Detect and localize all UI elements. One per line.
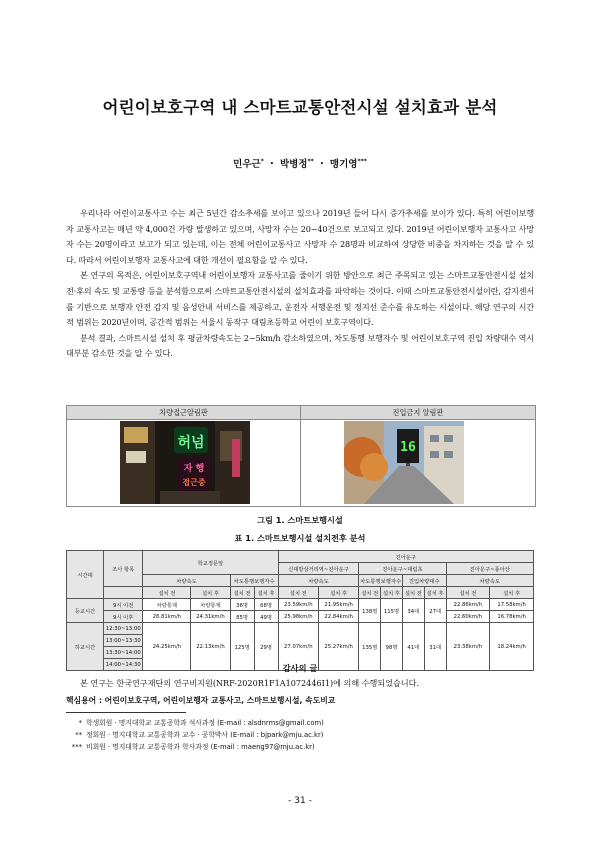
author-name: 맹기영 bbox=[329, 159, 358, 170]
table-cell: 27.07km/h bbox=[278, 623, 318, 671]
table-cell: 135명 bbox=[359, 623, 381, 671]
table-row bbox=[67, 623, 534, 635]
table-cell: 36명 bbox=[230, 599, 254, 611]
countdown-number: 16 bbox=[400, 440, 416, 455]
table-cell: 22.13km/h bbox=[191, 623, 230, 671]
footnotes bbox=[66, 717, 534, 753]
footnote-text: 비회원 · 명지대학교 교통공학과 학사과정 (E-mail : maeng97@mju.ac.kr) bbox=[86, 743, 315, 751]
figure-right-header: 진입금지 알림판 bbox=[301, 406, 535, 420]
table-cell: 29명 bbox=[254, 623, 278, 671]
header-blank bbox=[104, 587, 143, 599]
street-day-illustration bbox=[344, 421, 464, 504]
table-cell: 차량통제 bbox=[143, 599, 191, 611]
results-table bbox=[66, 550, 534, 671]
header-after: 설치 후 bbox=[381, 587, 403, 599]
header-after: 설치 후 bbox=[490, 587, 534, 599]
row-label-pm: 하교시간 bbox=[67, 623, 104, 671]
table-row bbox=[67, 599, 534, 611]
abstract-paragraph: 분석 결과, 스마트시설 설치 후 평균차량속도는 2~5km/h 감소하였으며, 차도통행 보행자수 및 어린이보호구역 진입 차량대수 역시 대부분 감소한 것을 알 수 있다. bbox=[66, 332, 534, 359]
header-group-1: 학교정문앞 bbox=[143, 551, 278, 575]
header-sub-a: 신대방삼거리역~진아운구 bbox=[278, 563, 359, 575]
neon-text: 자 행 bbox=[183, 464, 205, 474]
paper-title: 어린이보호구역 내 스마트교통안전시설 설치효과 분석 bbox=[102, 98, 498, 117]
header-group-2: 진아운구 bbox=[278, 551, 533, 563]
footnote bbox=[66, 741, 534, 753]
header-time: 시간대 bbox=[67, 551, 104, 599]
night-street-illustration bbox=[120, 421, 250, 504]
header-sub-c: 진아운구~풍아산 bbox=[446, 563, 533, 575]
acknowledgement-text: 본 연구는 한국연구재단의 연구비지원(NRF-2020R1F1A1072446I1)에 의해 수행되었습니다. bbox=[80, 678, 420, 688]
table-cell: 98명 bbox=[381, 623, 403, 671]
row-sublabel: 12:30~13:00 bbox=[104, 623, 143, 635]
header-speed: 차량속도 bbox=[278, 575, 359, 587]
footnote-rule bbox=[66, 712, 186, 713]
photo-no-entry-sign bbox=[344, 421, 464, 504]
table-cell: 138명 bbox=[359, 599, 381, 623]
photo-vehicle-approach-sign bbox=[120, 421, 250, 504]
page-number: - 31 - bbox=[288, 796, 312, 806]
footnote-mark: *** bbox=[71, 743, 82, 751]
header-speed: 차량속도 bbox=[446, 575, 533, 587]
row-sublabel: 9시 이후 bbox=[104, 611, 143, 623]
table-cell: 22.86km/h bbox=[446, 599, 490, 611]
header-sub-b: 진아운구~대림초 bbox=[359, 563, 446, 575]
sign-text: 허넘 bbox=[177, 435, 205, 451]
table-cell: 25.98km/h bbox=[278, 611, 318, 623]
table-cell: 23.38km/h bbox=[446, 623, 490, 671]
figure-caption: 그림 1. 스마트보행시설 bbox=[257, 515, 343, 525]
header-after: 설치 후 bbox=[254, 587, 278, 599]
table-cell: 31대 bbox=[424, 623, 446, 671]
table-cell: 22.84km/h bbox=[318, 611, 358, 623]
row-sublabel: 13:30~14:00 bbox=[104, 647, 143, 659]
table-cell: 115명 bbox=[381, 599, 403, 623]
table-cell: 25.27km/h bbox=[318, 623, 358, 671]
row-label-am: 등교시간 bbox=[67, 599, 104, 623]
header-before: 설치 전 bbox=[359, 587, 381, 599]
table-cell: 21.95km/h bbox=[318, 599, 358, 611]
footnote-mark: ** bbox=[75, 731, 82, 739]
author-separator: ・ bbox=[317, 159, 327, 170]
header-before: 설치 전 bbox=[278, 587, 318, 599]
author-line bbox=[0, 156, 600, 170]
table-cell: 22.60km/h bbox=[446, 611, 490, 623]
row-sublabel: 13:00~13:30 bbox=[104, 635, 143, 647]
abstract-paragraph: 본 연구의 목적은, 어린이보호구역내 어린이보행자 교통사고를 줄이기 위한 방안으로 최근 주목되고 있는 스마트교통안전시설 설치 전·후의 속도 및 교통량 등을 분석함으로써 스마트교통안전시설의 설치효과를 파악하는 것이다. 이때 스마트교통안전시설이란, 감지센서를 기반으로 보행자 안전 감지 및 음성안내 서비스를 제공하고, 운전자 서행운전 및 정지선 준수를 유도하는 시설이다. 해당 연구의 시간적 범위는 2020년이며, 공간적 범위는 서울시 동작구 대림초등학교 어린이 보호구역이다. bbox=[66, 270, 534, 328]
footnote bbox=[66, 717, 534, 729]
header-after: 설치 후 bbox=[318, 587, 358, 599]
table-cell: 28.81km/h bbox=[143, 611, 191, 623]
abstract bbox=[66, 206, 534, 362]
row-sublabel: 14:00~14:30 bbox=[104, 659, 143, 671]
author-mark: ** bbox=[307, 157, 314, 165]
table-cell: 125명 bbox=[230, 623, 254, 671]
neon-text: 접근중 bbox=[182, 478, 206, 487]
acknowledgement-title: 감사의 글 bbox=[282, 663, 318, 673]
header-speed: 차량속도 bbox=[143, 575, 230, 587]
author-name: 민우근 bbox=[233, 159, 261, 170]
keywords: 핵심용어 : 어린이보호구역, 어린이보행자 교통사고, 스마트보행시설, 속도비교 bbox=[66, 696, 336, 705]
header-survey: 조사 항목 bbox=[104, 551, 143, 587]
header-before: 설치 전 bbox=[402, 587, 424, 599]
footnote-text: 학생회원 · 명지대학교 교통공학과 석사과정 (E-mail : alsdnrms@gmail.com) bbox=[86, 719, 324, 727]
table-cell: 49명 bbox=[254, 611, 278, 623]
author-mark: * bbox=[260, 157, 264, 165]
table-caption: 표 1. 스마트보행시설 설치전후 분석 bbox=[234, 533, 366, 543]
header-entry: 진입차량대수 bbox=[402, 575, 446, 587]
header-after: 설치 후 bbox=[424, 587, 446, 599]
table-cell: 68명 bbox=[254, 599, 278, 611]
author-name: 박병정 bbox=[279, 159, 308, 170]
table-cell: 24.25km/h bbox=[143, 623, 191, 671]
table-cell: 18.24km/h bbox=[490, 623, 534, 671]
header-before: 설치 전 bbox=[143, 587, 191, 599]
table-cell: 24.31km/h bbox=[191, 611, 230, 623]
table-cell: 16.78km/h bbox=[490, 611, 534, 623]
author-separator: ・ bbox=[267, 159, 277, 170]
header-before: 설치 전 bbox=[230, 587, 254, 599]
figure-box bbox=[66, 405, 536, 507]
table-cell: 27대 bbox=[424, 599, 446, 623]
table-cell: 차량통제 bbox=[191, 599, 230, 611]
row-sublabel: 9시 이전 bbox=[104, 599, 143, 611]
header-before: 설치 전 bbox=[446, 587, 490, 599]
footnote bbox=[66, 729, 534, 741]
table-cell: 34대 bbox=[402, 599, 424, 623]
header-ped: 차도통행보행자수 bbox=[359, 575, 403, 587]
table-cell: 17.58km/h bbox=[490, 599, 534, 611]
table-cell: 85명 bbox=[230, 611, 254, 623]
table-row bbox=[67, 611, 534, 623]
table-cell: 41대 bbox=[402, 623, 424, 671]
header-after: 설치 후 bbox=[191, 587, 230, 599]
table-cell: 23.59km/h bbox=[278, 599, 318, 611]
footnote-text: 정회원 · 명지대학교 교통공학과 교수 · 공학박사 (E-mail : bjpark@mju.ac.kr) bbox=[86, 731, 324, 739]
abstract-paragraph: 우리나라 어린이교통사고 수는 최근 5년간 감소추세를 보이고 있으나 2019년 들어 다시 증가추세를 보이가 있다. 특히 어린이보행자 교통사고는 매년 약 4,000건 가량 발생하고 있으며, 사망자 수는 20~40건으로 보고되고 있다. 2019년 어린이보행자 교통사고 사망자 수는 20명이라고 보고가 되고 있는데, 이는 전체 어린이교통사고 사망자 수 28명과 비교하여 상당한 비중을 차지하는 것을 알 수 있다. 따라서 어린이보행자 교통사고에 대한 개선이 필요함을 알 수 있다. bbox=[66, 208, 534, 265]
figure-divider bbox=[300, 419, 301, 506]
header-ped: 차도통행보행자수 bbox=[230, 575, 278, 587]
author-mark: *** bbox=[357, 157, 367, 165]
footnote-mark: * bbox=[78, 719, 82, 727]
figure-left-header: 차량접근알림판 bbox=[67, 406, 301, 420]
